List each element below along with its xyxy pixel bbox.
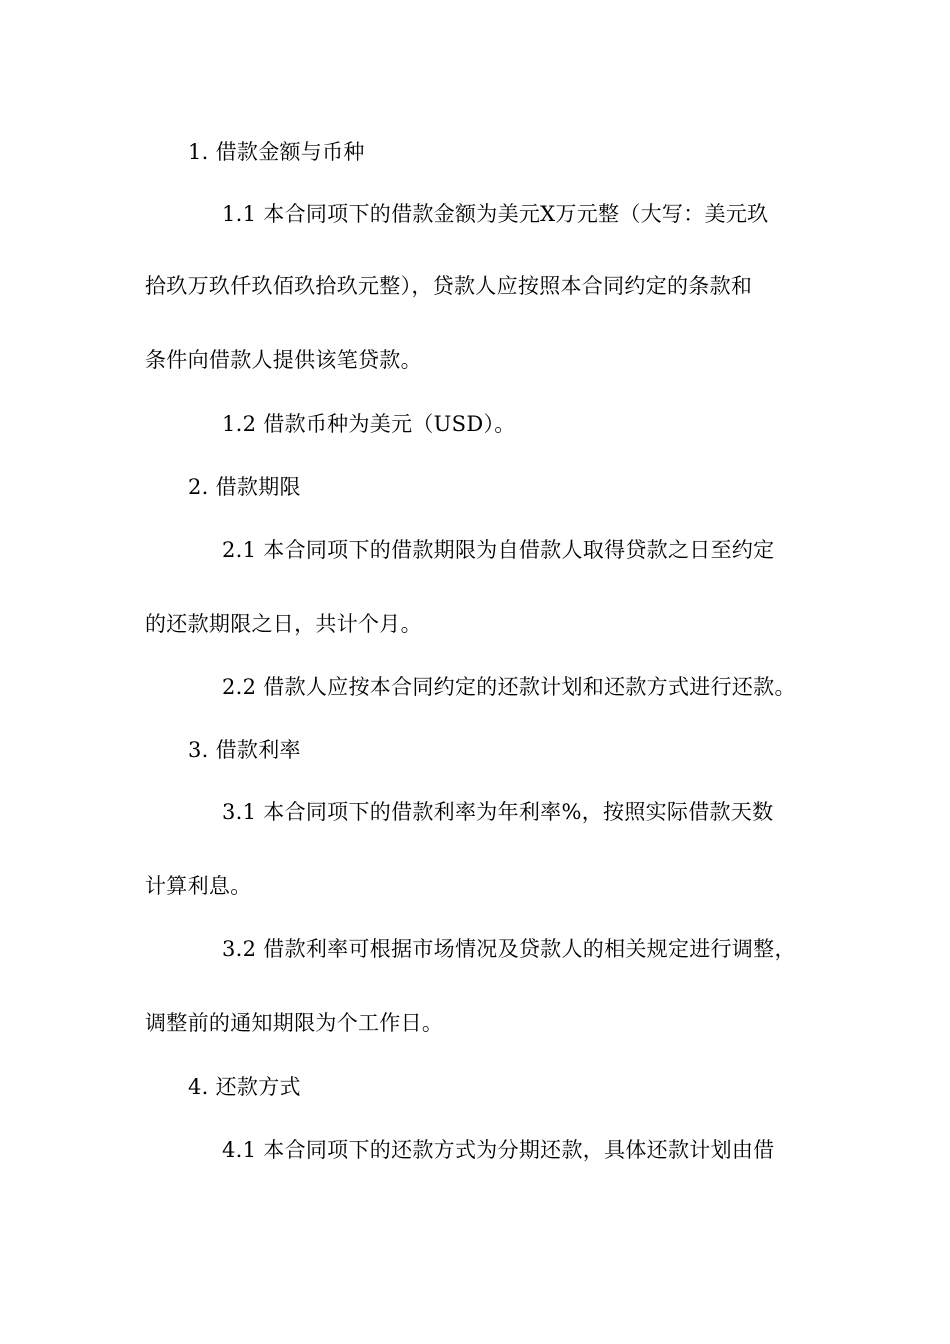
section-heading-4: 4. 还款方式: [188, 1075, 301, 1099]
clause-2-1: 2.1 本合同项下的借款期限为自借款人取得贷款之日至约定: [222, 538, 775, 562]
clause-3-2-continued: 调整前的通知期限为个工作日。: [145, 1011, 444, 1035]
clause-1-2: 1.2 借款币种为美元（USD）。: [222, 412, 516, 436]
section-heading-1: 1. 借款金额与币种: [188, 140, 365, 164]
clause-3-1: 3.1 本合同项下的借款利率为年利率%，按照实际借款天数: [222, 800, 774, 824]
clause-4-1: 4.1 本合同项下的还款方式为分期还款，具体还款计划由借: [222, 1138, 775, 1162]
section-heading-3: 3. 借款利率: [188, 738, 301, 762]
clause-1-1-continued: 拾玖万玖仟玖佰玖拾玖元整），贷款人应按照本合同约定的条款和: [145, 274, 753, 298]
clause-3-1-continued: 计算利息。: [145, 874, 252, 898]
clause-1-1: 1.1 本合同项下的借款金额为美元X万元整（大写：美元玖: [222, 202, 769, 226]
clause-1-1-end: 条件向借款人提供该笔贷款。: [145, 348, 422, 372]
clause-3-2: 3.2 借款利率可根据市场情况及贷款人的相关规定进行调整，: [222, 937, 796, 961]
clause-2-2: 2.2 借款人应按本合同约定的还款计划和还款方式进行还款。: [222, 675, 796, 699]
section-heading-2: 2. 借款期限: [188, 475, 301, 499]
clause-2-1-continued: 的还款期限之日，共计个月。: [145, 612, 422, 636]
